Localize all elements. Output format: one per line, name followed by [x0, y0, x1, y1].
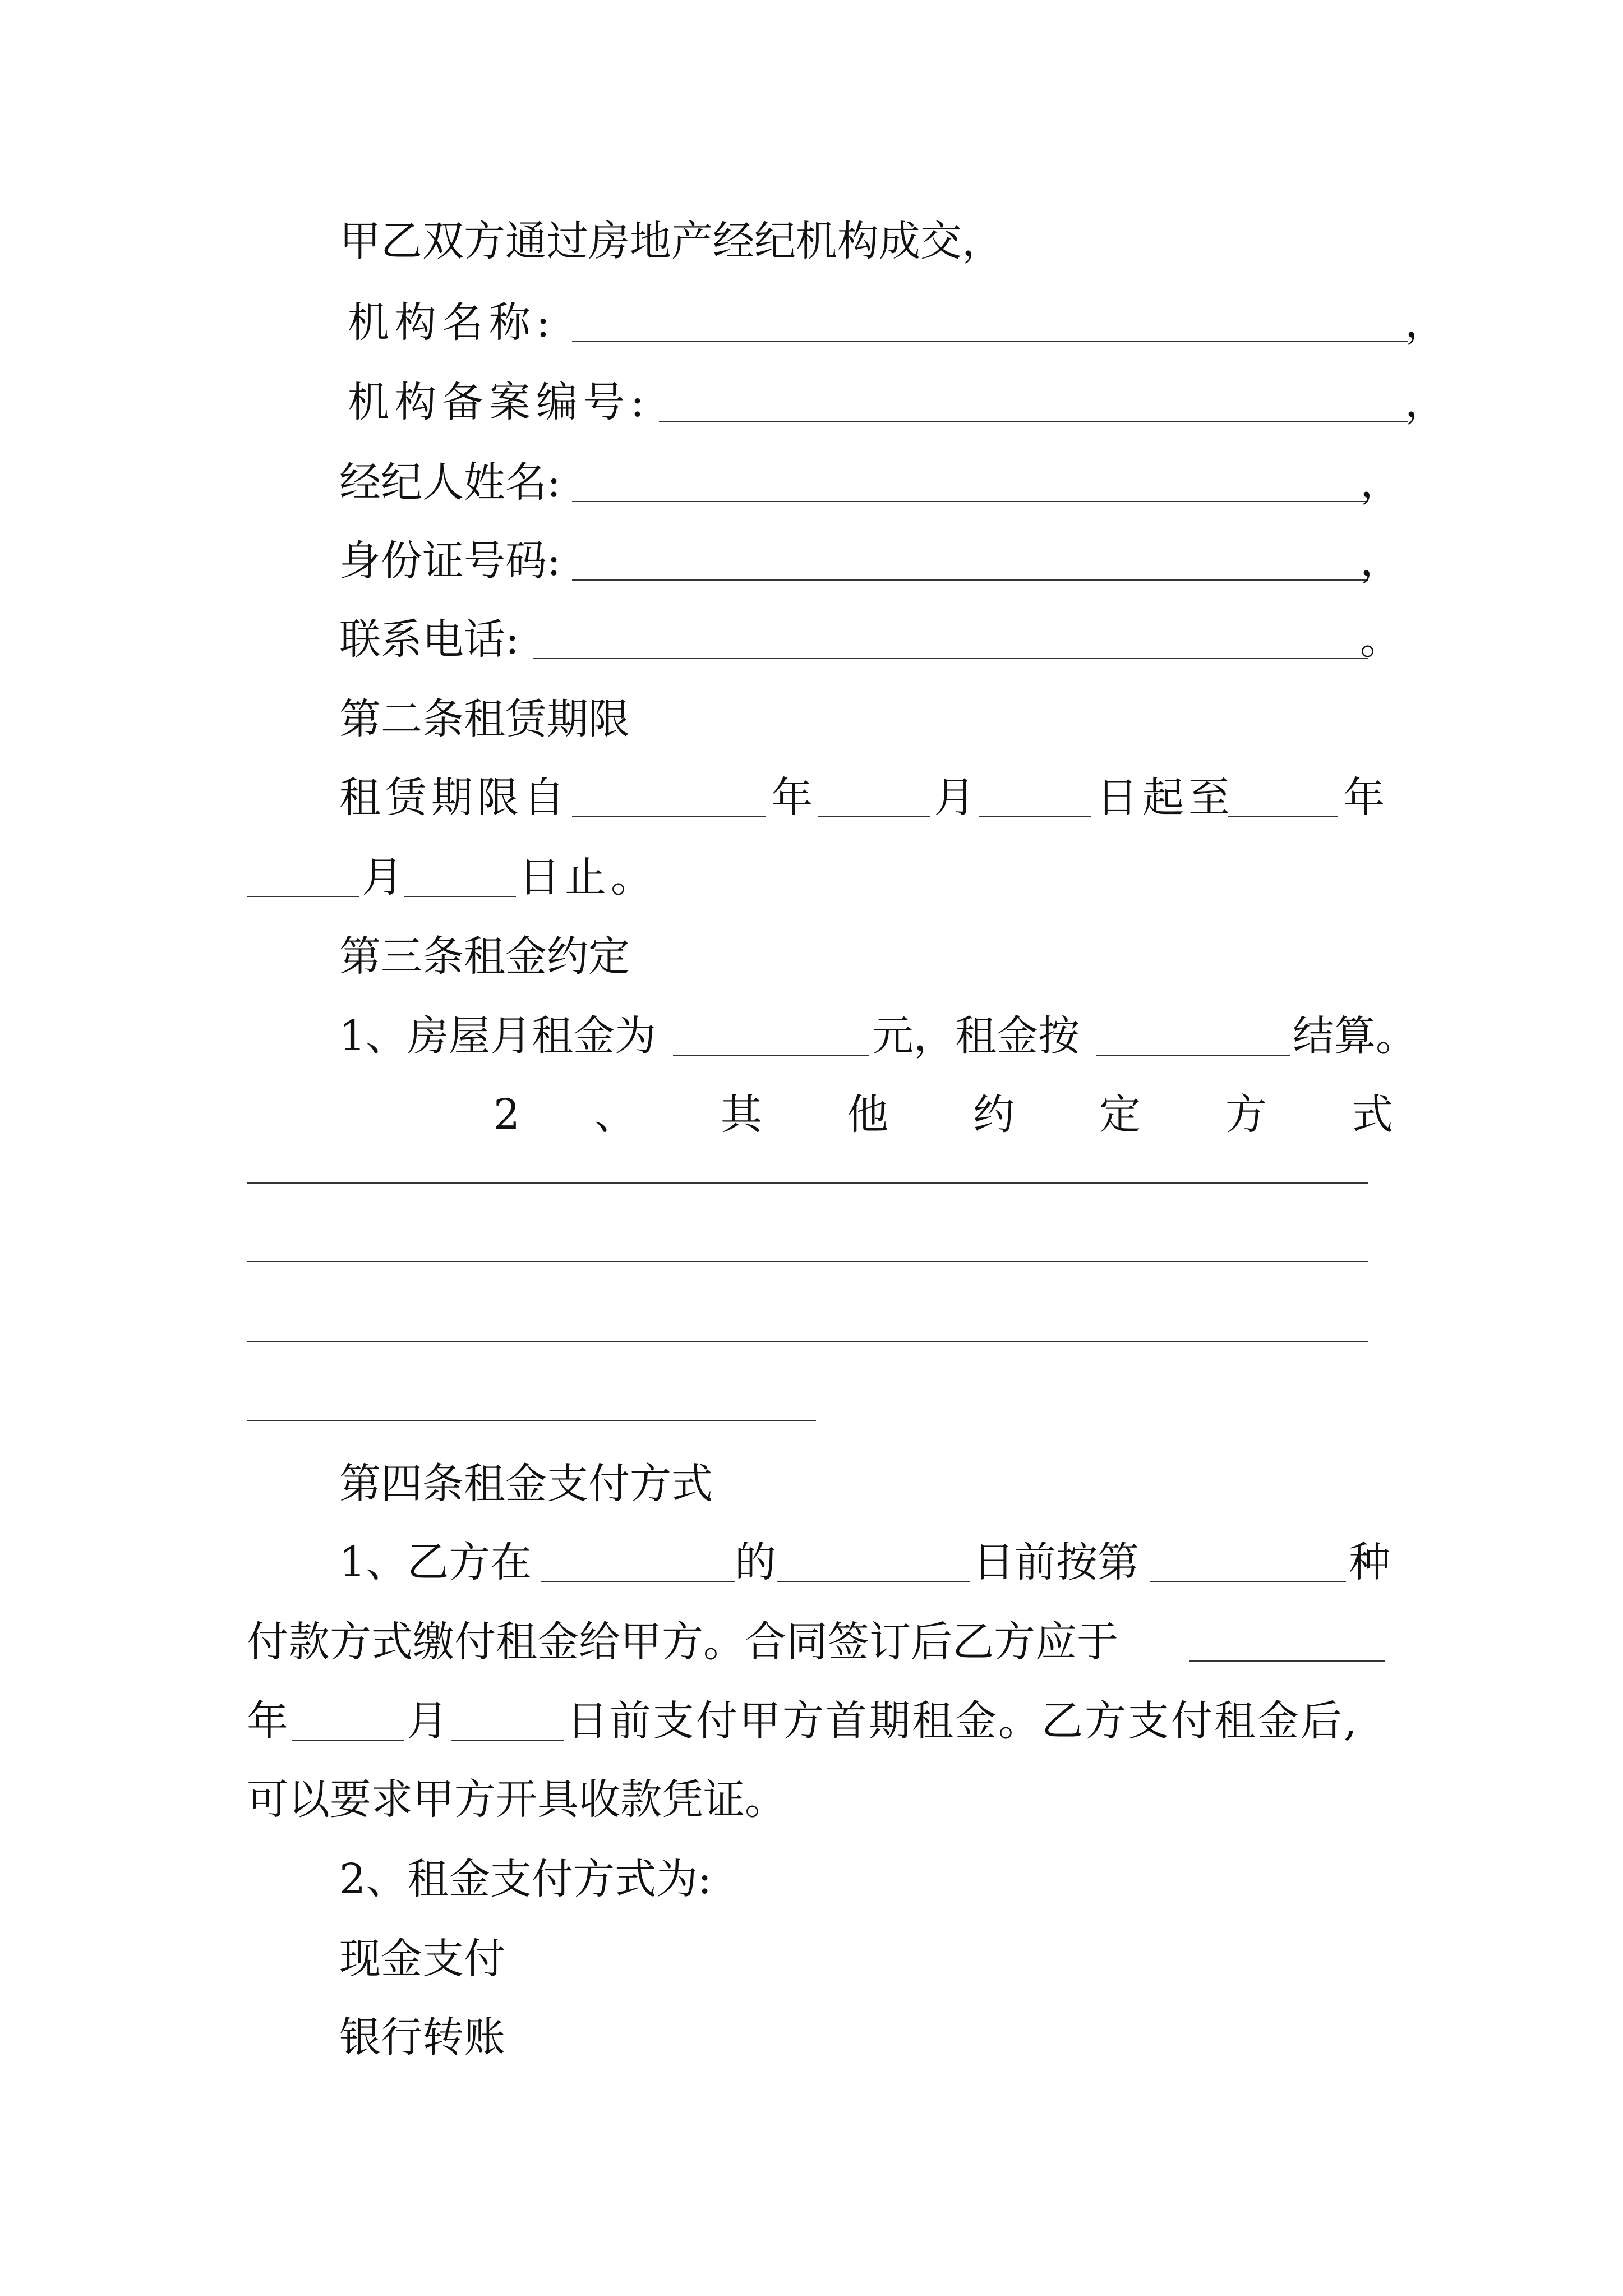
- lease-end-month-label: 月: [362, 853, 403, 901]
- lease-start-year-field[interactable]: [572, 816, 766, 817]
- other-char-5: 约: [973, 1091, 1015, 1139]
- agency-name-field[interactable]: [572, 341, 1408, 342]
- id-number-comma: ，: [1360, 537, 1401, 585]
- phone-period: 。: [1360, 615, 1401, 664]
- option-cash: 现金支付: [339, 1935, 505, 1983]
- pay-day-field[interactable]: [777, 1581, 970, 1582]
- lease-from-label: 租赁期限自: [339, 774, 569, 822]
- lease-start-month-label: 月: [934, 774, 975, 822]
- lease-start-month-field[interactable]: [818, 816, 930, 817]
- rent-amount-field[interactable]: [673, 1055, 869, 1056]
- article-2-title: 第二条租赁期限: [339, 695, 630, 743]
- first-pay-text: 日前支付甲方首期租金。乙方支付租金后,: [566, 1697, 1359, 1745]
- other-char-2: 、: [594, 1091, 636, 1139]
- agency-record-label: 机构备案编号:: [348, 378, 650, 426]
- article-3-title: 第三条租金约定: [339, 932, 630, 981]
- pay-method-no-label: 日前按第: [973, 1538, 1139, 1586]
- lease-end-day-field[interactable]: [404, 896, 516, 897]
- receipt-clause: 可以要求甲方开具收款凭证。: [247, 1775, 786, 1824]
- first-pay-month-label: 月: [407, 1697, 448, 1745]
- lease-start-day-field[interactable]: [979, 816, 1091, 817]
- other-char-7: 方: [1225, 1091, 1267, 1139]
- other-char-8: 式: [1352, 1091, 1393, 1139]
- agency-record-comma: ，: [1405, 378, 1446, 426]
- rent-settlement-label: 结算。: [1293, 1012, 1417, 1060]
- agency-name-label: 机构名称:: [348, 298, 556, 347]
- agent-name-field[interactable]: [572, 501, 1368, 502]
- phone-label: 联系电话:: [339, 615, 519, 664]
- first-pay-month-field[interactable]: [292, 1740, 404, 1741]
- lease-from-to-label: 日起至: [1096, 774, 1234, 822]
- intro-sentence: 甲乙双方通过房地产经纪机构成交，: [339, 217, 1003, 265]
- article-4-title: 第四条租金支付方式: [339, 1460, 713, 1508]
- rent-settlement-field[interactable]: [1096, 1055, 1290, 1056]
- rent-amount-label: 1、房屋月租金为: [339, 1012, 657, 1060]
- other-agreement-line-4[interactable]: [247, 1420, 816, 1421]
- rent-unit-label: 元，租金按: [872, 1012, 1080, 1060]
- other-char-3: 其: [721, 1091, 762, 1139]
- other-agreement-line-3[interactable]: [247, 1341, 1368, 1342]
- lease-end-day-label: 日止。: [519, 853, 657, 901]
- lease-start-year-label: 年: [771, 774, 813, 822]
- agency-name-comma: ，: [1405, 298, 1446, 347]
- other-char-1: 2: [494, 1091, 520, 1139]
- option-bank-transfer: 银行转账: [339, 2013, 505, 2062]
- pay-when-label: 1、乙方在: [339, 1538, 532, 1586]
- lease-end-month-field[interactable]: [247, 896, 359, 897]
- lease-end-year-label: 年: [1343, 774, 1385, 822]
- lease-end-year-field[interactable]: [1228, 816, 1338, 817]
- pay-of-label: 的: [735, 1538, 776, 1586]
- first-pay-year-field[interactable]: [1189, 1660, 1385, 1662]
- agent-name-comma: ，: [1360, 458, 1401, 507]
- first-pay-year-label: 年: [247, 1697, 288, 1745]
- pay-kind-label: 种: [1349, 1538, 1390, 1586]
- other-agreement-line-2[interactable]: [247, 1261, 1368, 1262]
- agency-record-field[interactable]: [659, 421, 1408, 422]
- agent-name-label: 经纪人姓名:: [339, 458, 561, 507]
- first-pay-day-field[interactable]: [451, 1740, 564, 1741]
- pay-method-no-field[interactable]: [1150, 1581, 1346, 1582]
- other-char-4: 他: [847, 1091, 888, 1139]
- pay-period-field[interactable]: [541, 1581, 735, 1582]
- id-number-field[interactable]: [572, 579, 1368, 581]
- id-number-label: 身份证号码:: [339, 537, 561, 585]
- pay-method-title: 2、租金支付方式为:: [339, 1855, 712, 1903]
- pay-clause-text: 付款方式缴付租金给甲方。合同签订后乙方应于: [247, 1618, 1118, 1666]
- phone-field[interactable]: [533, 658, 1368, 659]
- other-agreement-line-1[interactable]: [247, 1182, 1368, 1184]
- other-char-6: 定: [1099, 1091, 1141, 1139]
